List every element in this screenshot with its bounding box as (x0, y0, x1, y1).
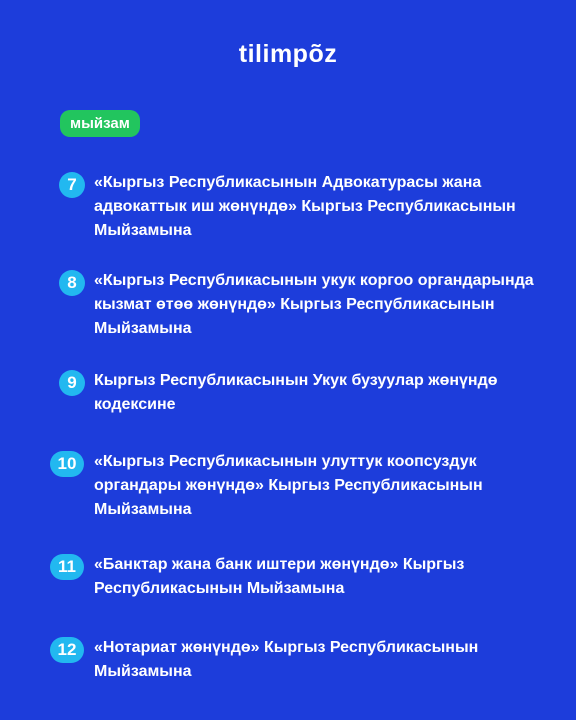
item-number-badge: 12 (50, 637, 84, 663)
item-number-badge: 9 (59, 370, 85, 396)
category-tag: мыйзам (60, 110, 140, 137)
item-number-badge: 10 (50, 451, 84, 477)
item-text: Кыргыз Республикасынын Укук бузуулар жөнүндө кодексине (94, 372, 498, 413)
brand-logo: tilimpõz (238, 40, 338, 68)
item-text: «Кыргыз Республикасынын укук коргоо органдарында кызмат өтөө жөнүндө» Кыргыз Республикасынын Мыйзамына (94, 272, 534, 337)
item-text: «Кыргыз Республикасынын улуттук коопсуздук органдары жөнүндө» Кыргыз Республикасынын Мыйзамына (94, 453, 483, 518)
item-text: «Нотариат жөнүндө» Кыргыз Республикасынын Мыйзамына (94, 639, 479, 680)
item-number-badge: 8 (59, 270, 85, 296)
item-text: «Кыргыз Республикасынын Адвокатурасы жана адвокаттык иш жөнүндө» Кыргыз Республикасынын Мыйзамына (94, 174, 516, 239)
item-text: «Банктар жана банк иштери жөнүндө» Кыргыз Республикасынын Мыйзамына (94, 556, 465, 597)
item-number-badge: 11 (50, 554, 84, 580)
item-number-badge: 7 (59, 172, 85, 198)
